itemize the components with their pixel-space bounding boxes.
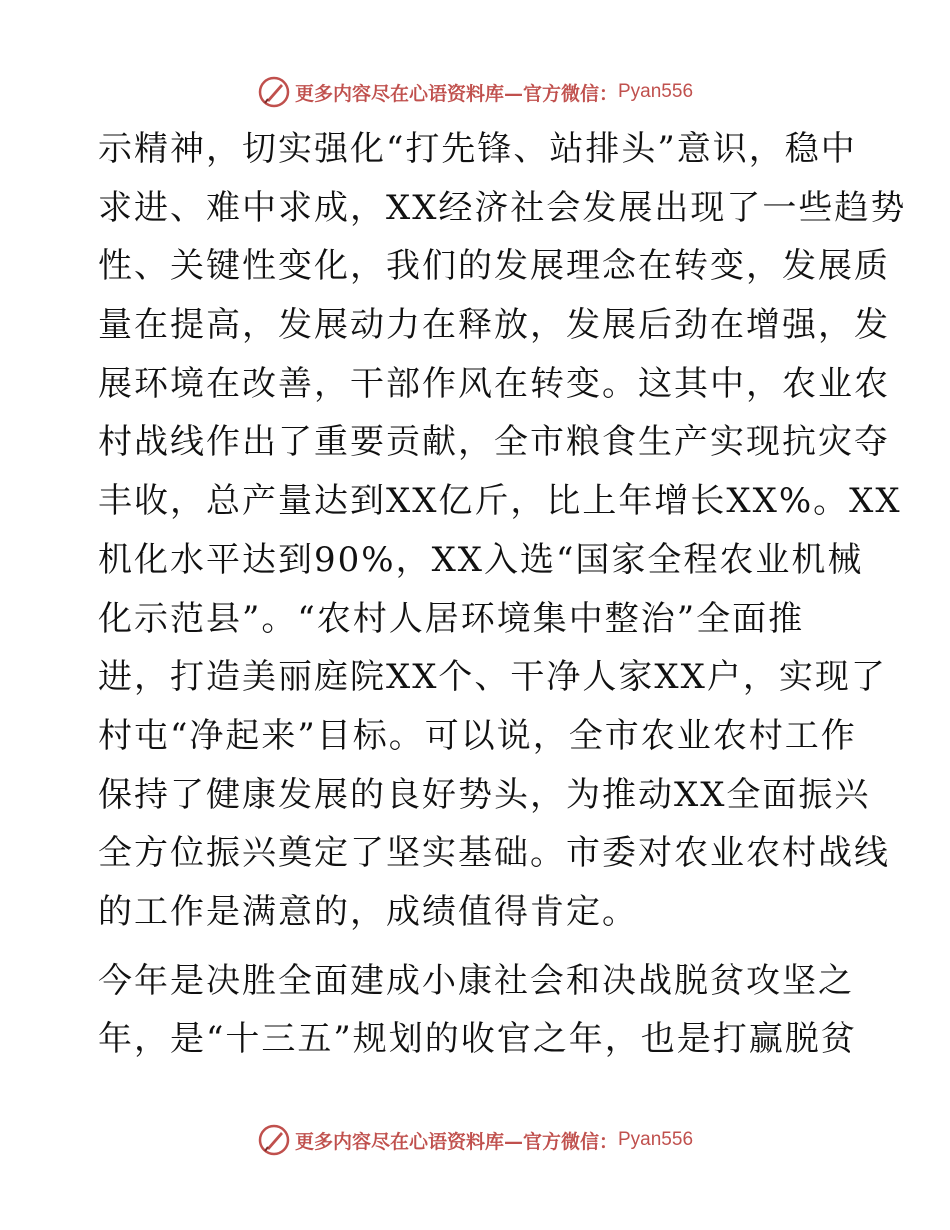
text-line: 村屯“净起来”目标。可以说，全市农业农村工作: [98, 715, 857, 756]
quill-pen-logo-icon: [257, 1123, 291, 1157]
text-line: 进，打造美丽庭院XX个、干净人家XX户，实现了: [98, 657, 887, 698]
text-line: 年，是“十三五”规划的收官之年，也是打赢脱贫: [98, 1019, 857, 1060]
text-line: 全方位振兴奠定了坚实基础。市委对农业农村战线: [98, 833, 890, 874]
text-line: 化示范县”。“农村人居环境集中整治”全面推: [98, 598, 805, 639]
quill-pen-logo-icon: [257, 75, 291, 109]
text-line: 性、关键性变化，我们的发展理念在转变，发展质: [98, 246, 890, 287]
paragraph-1: [98, 120, 907, 942]
header-banner-handle: Pyan556: [618, 81, 694, 102]
text-line: 量在提高，发展动力在释放，发展后劲在增强，发: [98, 305, 890, 346]
text-line: 丰收，总产量达到XX亿斤，比上年增长XX%。XX: [98, 481, 902, 522]
text-line: 保持了健康发展的良好势头，为推动XX全面振兴: [98, 774, 871, 815]
footer-banner: [0, 1120, 950, 1160]
footer-banner-handle: Pyan556: [618, 1129, 694, 1150]
footer-banner-text: 更多内容尽在心语资料库—官方微信：: [294, 1130, 618, 1153]
text-line: 今年是决胜全面建成小康社会和决战脱贫攻坚之: [98, 960, 854, 1001]
document-body: [98, 120, 907, 1069]
text-line: 机化水平达到90%，XX入选“国家全程农业机械: [98, 539, 864, 580]
header-banner: [0, 72, 950, 112]
paragraph-2: [98, 952, 868, 1069]
text-line: 村战线作出了重要贡献，全市粮食生产实现抗灾夺: [98, 422, 890, 463]
text-line: 的工作是满意的，成绩值得肯定。: [98, 891, 638, 932]
text-line: 求进、难中求成，XX经济社会发展出现了一些趋势: [98, 187, 907, 228]
text-line: 展环境在改善，干部作风在转变。这其中，农业农: [98, 363, 890, 404]
paragraph-spacer: [98, 942, 868, 952]
header-banner-text: 更多内容尽在心语资料库—官方微信：: [294, 82, 618, 105]
text-line: 示精神，切实强化“打先锋、站排头”意识，稳中: [98, 129, 857, 169]
